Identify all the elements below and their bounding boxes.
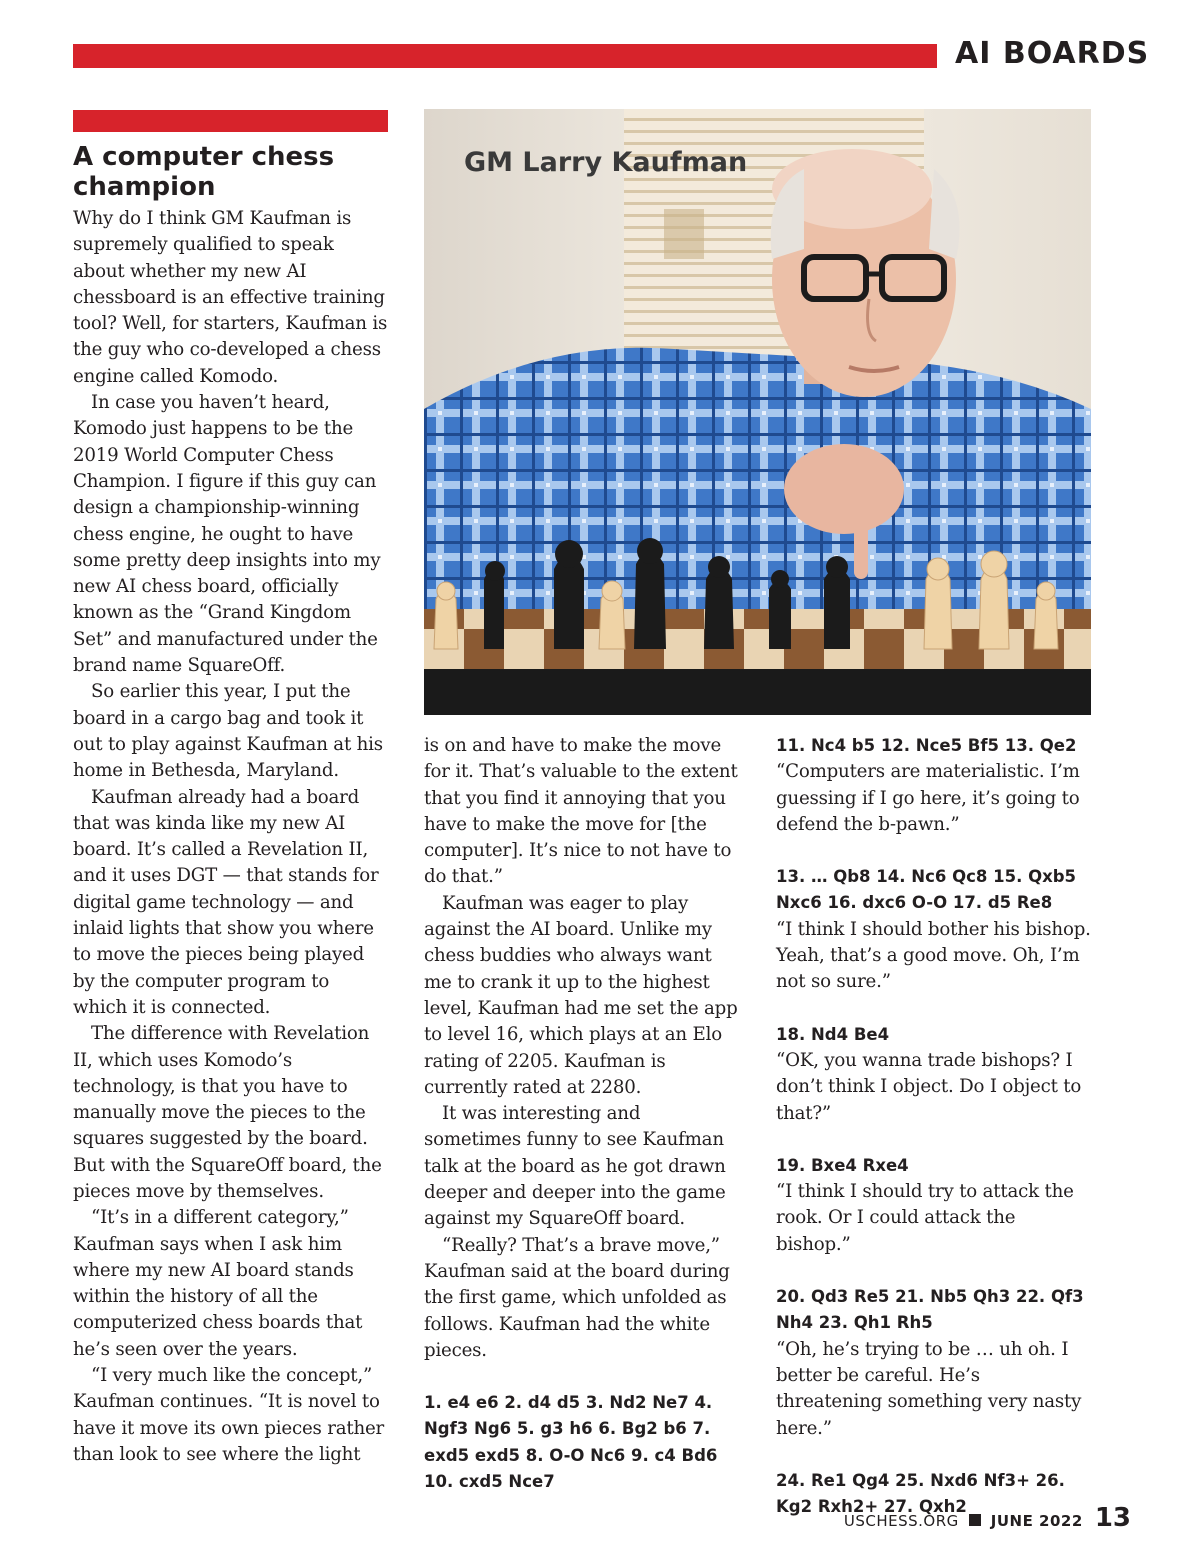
page-footer <box>844 1503 1131 1533</box>
header-accent-bar <box>73 44 937 68</box>
paragraph: Kaufman was eager to play against the AI board. Unlike my chess buddies who always want me to crank it up to the highest level, Kaufman had me set the app to level 16, which plays at an Elo rating of 2205. Kaufman is currently rated at 2280. <box>424 892 738 1098</box>
game-moves: 11. Nc4 b5 12. Nce5 Bf5 13. Qe2 <box>776 736 1077 755</box>
game-moves: 19. Bxe4 Rxe4 <box>776 1155 909 1175</box>
right-column <box>776 733 1091 1520</box>
paragraph: is on and have to make the move for it. That’s valuable to the extent that you find it annoying that you have to make the move for [the computer]. It’s nice to not have to do that.” <box>424 735 738 888</box>
left-body <box>73 206 388 1468</box>
kaufman-quote: “OK, you wanna trade bishops? I don’t think I object. Do I object to that?” <box>776 1049 1082 1124</box>
paragraph: The difference with Revelation II, which uses Komodo’s technology, is that you have to manually move the pieces to the squares suggested by the board. But with the SquareOff board, the pieces move by themselves. <box>73 1023 382 1202</box>
paragraph: Why do I think GM Kaufman is supremely qualified to speak about whether my new AI chessboard is an effective training tool? Well, for starters, Kaufman is the guy who co-developed a chess engine called Komodo. <box>73 208 388 387</box>
article-photo <box>424 109 1091 715</box>
footer-date: JUNE 2022 <box>990 1512 1083 1530</box>
paragraph: “I very much like the concept,” Kaufman continues. “It is novel to have it move its own pieces rather than look to see where the light <box>73 1365 385 1465</box>
game-moves: 18. Nd4 Be4 <box>776 1024 890 1044</box>
paragraph: In case you haven’t heard, Komodo just happens to be the 2019 World Computer Chess Champion. I figure if this guy can design a championship-winning chess engine, he ought to have some pretty deep insights into my new AI chess board, officially known as the “Grand Kingdom Set” and manufactured under the brand name SquareOff. <box>73 392 381 677</box>
kaufman-quote: “I think I should bother his bishop. Yeah, that’s a good move. Oh, I’m not so sure.” <box>776 918 1091 993</box>
paragraph: “Really? That’s a brave move,” Kaufman said at the board during the first game, which unfolded as follows. Kaufman had the white pieces. <box>424 1234 730 1361</box>
middle-body <box>424 733 739 1364</box>
game-moves: 1. e4 e6 2. d4 d5 3. Nd2 Ne7 4. Ngf3 Ng6 5. g3 h6 6. Bg2 b6 7. exd5 exd5 8. O-O Nc6 9. c4 Bd6 10. cxd5 Nce7 <box>424 1393 718 1492</box>
hand <box>784 444 904 534</box>
article-headline: A computer chess champion <box>73 142 335 202</box>
game-moves: 20. Qd3 Re5 21. Nb5 Qh3 22. Qf3 Nh4 23. Qh1 Rh5 <box>776 1287 1084 1333</box>
kaufman-quote: “I think I should try to attack the rook. Or I could attack the bishop.” <box>776 1181 1074 1255</box>
game-moves: 24. Re1 Qg4 25. Nxd6 Nf3+ 26. Kg2 Rxh2+ 27. Qxh2 <box>776 1470 1065 1517</box>
footer-site: USCHESS.ORG <box>843 1512 959 1530</box>
paragraph: It was interesting and sometimes funny to see Kaufman talk at the board as he got drawn deeper and deeper into the game against my SquareOff board. <box>424 1103 726 1230</box>
kaufman-quote: “Oh, he’s trying to be … uh oh. I better be careful. He’s threatening something very nasty here.” <box>776 1338 1082 1439</box>
kaufman-quote: “Computers are materialistic. I’m guessing if I go here, it’s going to defend the b-pawn.” <box>776 761 1080 835</box>
photo-illustration <box>424 109 1091 715</box>
game-moves: 13. … Qb8 14. Nc6 Qc8 15. Qxb5 Nxc6 16. dxc6 O-O 17. d5 Re8 <box>776 867 1077 913</box>
paragraph: So earlier this year, I put the board in a cargo bag and took it out to play against Kaufman at his home in Bethesda, Maryland. <box>73 681 383 782</box>
paragraph: Kaufman already had a board that was kinda like my new AI board. It’s called a Revelation II, and it uses DGT — that stands for digital game technology — and inlaid lights that show you where to move the pieces being played by the computer program to which it is connected. <box>73 786 379 1018</box>
square-bullet-icon <box>969 1514 981 1526</box>
headline-accent-bar <box>73 110 388 132</box>
paragraph: “It’s in a different category,” Kaufman says when I ask him where my new AI board stands within the history of all the computerized chess boards that he’s seen over the years. <box>73 1207 363 1360</box>
section-label: AI BOARDS <box>955 36 1150 71</box>
middle-column <box>424 733 739 1495</box>
photo-caption: GM Larry Kaufman <box>464 147 748 178</box>
left-column <box>73 110 388 1468</box>
page-number: 13 <box>1094 1503 1131 1533</box>
